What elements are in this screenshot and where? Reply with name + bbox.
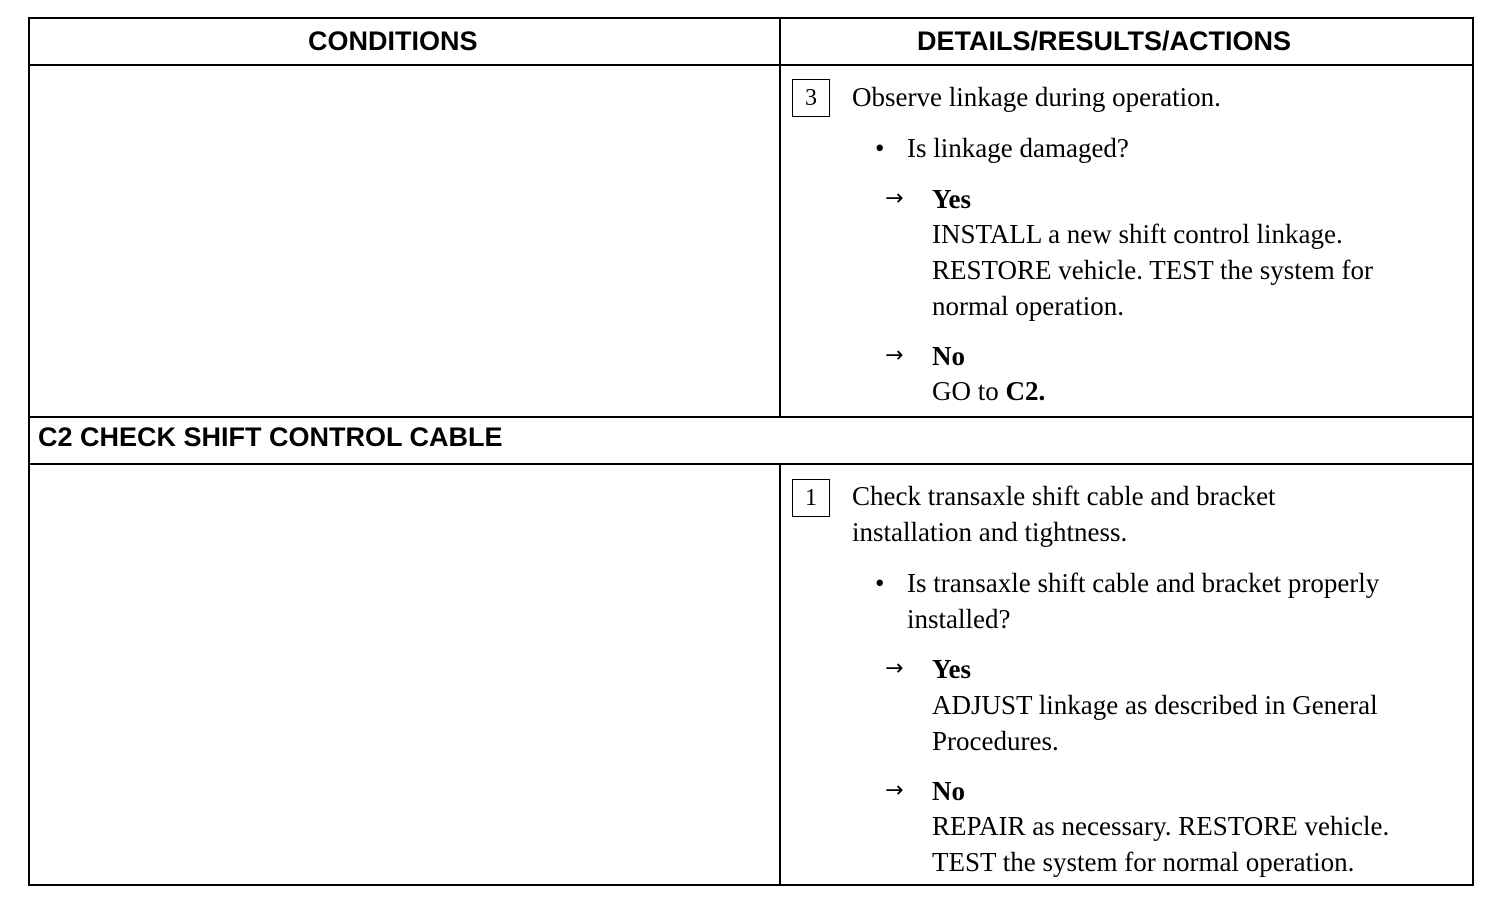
question-line: installed? — [907, 604, 1011, 634]
no-label: No — [932, 776, 965, 806]
arrow-right-icon: → — [885, 343, 904, 368]
step-instruction-line: Check transaxle shift cable and bracket — [852, 481, 1276, 511]
no-label: No — [932, 341, 965, 371]
section-divider-bottom — [30, 463, 1472, 465]
yes-label: Yes — [932, 184, 971, 214]
no-action — [932, 373, 1045, 409]
question-text: Is linkage damaged? — [907, 133, 1129, 163]
step-instruction: Observe linkage during operation. — [852, 82, 1221, 112]
section-divider-top — [30, 416, 1472, 418]
yes-action-line: normal operation. — [932, 291, 1124, 321]
no-action — [932, 808, 1389, 880]
column-divider-bottom — [779, 463, 781, 886]
yes-action-line: ADJUST linkage as described in General — [932, 690, 1378, 720]
yes-action-line: INSTALL a new shift control linkage. — [932, 219, 1343, 249]
step-number-box: 3 — [792, 79, 830, 117]
step-instruction-line: installation and tightness. — [852, 517, 1128, 547]
arrow-right-icon: → — [885, 656, 904, 681]
question-line: Is transaxle shift cable and bracket properly — [907, 568, 1380, 598]
no-action-line: REPAIR as necessary. RESTORE vehicle. — [932, 811, 1390, 841]
yes-label: Yes — [932, 654, 971, 684]
column-divider-top — [779, 19, 781, 417]
bullet-icon: • — [875, 133, 885, 163]
bullet-icon: • — [875, 568, 885, 598]
yes-action — [932, 687, 1378, 759]
step-reference-link[interactable]: C2. — [1005, 376, 1046, 406]
arrow-right-icon: → — [885, 778, 904, 803]
no-action-line: TEST the system for normal operation. — [932, 847, 1355, 877]
details-header: DETAILS/RESULTS/ACTIONS — [917, 26, 1292, 56]
step-instruction — [852, 478, 1276, 550]
no-action-text: GO to — [932, 376, 1006, 406]
section-title: C2 CHECK SHIFT CONTROL CABLE — [38, 422, 503, 452]
yes-action-line: RESTORE vehicle. TEST the system for — [932, 255, 1373, 285]
step-number-box: 1 — [792, 479, 830, 517]
yes-action — [932, 216, 1373, 324]
yes-action-line: Procedures. — [932, 726, 1059, 756]
question-text — [907, 565, 1379, 637]
header-divider — [30, 64, 1472, 66]
conditions-header: CONDITIONS — [308, 26, 478, 56]
arrow-right-icon: → — [885, 186, 904, 211]
